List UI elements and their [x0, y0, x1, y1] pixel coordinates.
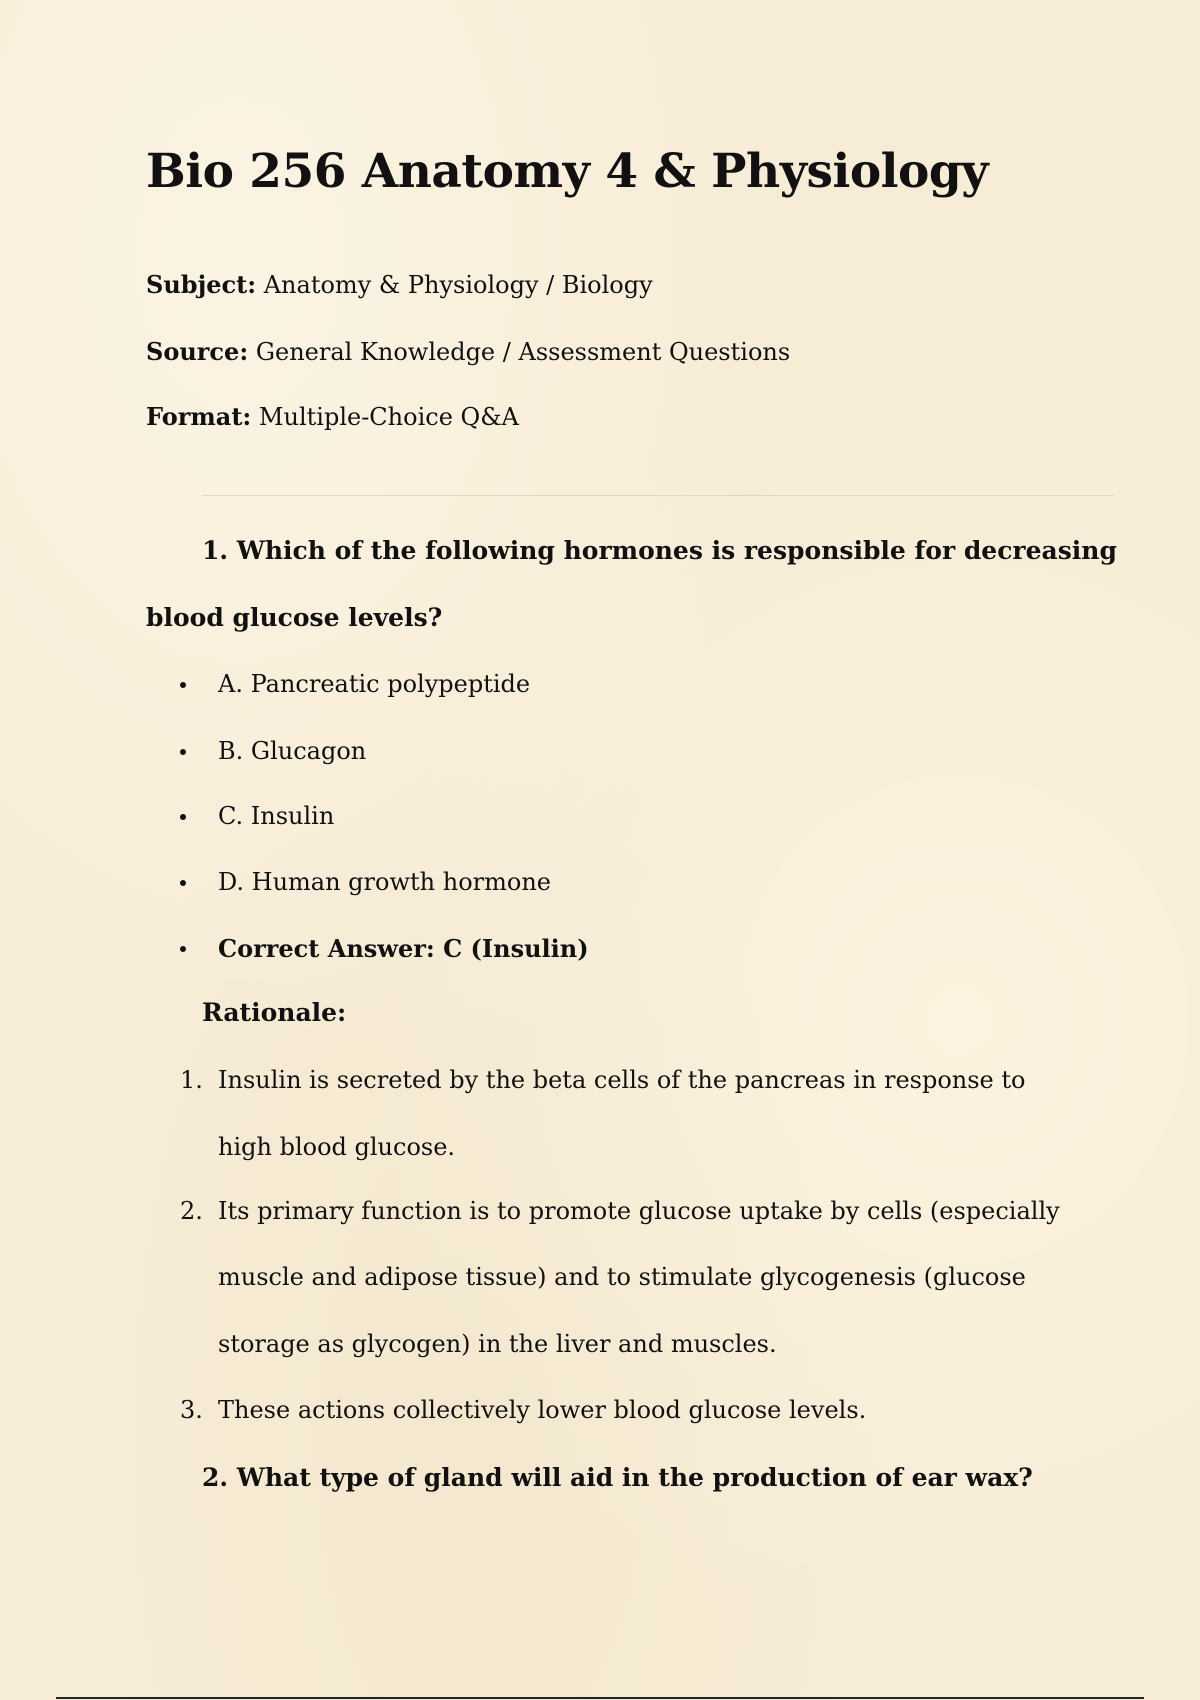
list-number: 3. [180, 1396, 203, 1424]
question-1-line-1: 1. Which of the following hormones is responsible for decreasing [202, 536, 1117, 565]
question-2-line-1: 2. What type of gland will aid in the production of ear wax? [202, 1463, 1033, 1492]
rationale-line: Insulin is secreted by the beta cells of the pancreas in response to [218, 1066, 1026, 1094]
bullet-icon [180, 946, 186, 952]
format-label: Format: [146, 402, 252, 431]
source-value: General Knowledge / Assessment Questions [255, 338, 791, 366]
page-bottom-rule [56, 1697, 1144, 1699]
source-label: Source: [146, 337, 249, 366]
subject-line [146, 270, 653, 299]
option-label: D. Human growth hormone [218, 868, 551, 896]
list-number: 2. [180, 1197, 203, 1225]
rationale-line: These actions collectively lower blood glucose levels. [218, 1396, 867, 1424]
format-value: Multiple-Choice Q&A [258, 403, 519, 431]
list-number: 1. [180, 1066, 203, 1094]
subject-label: Subject: [146, 270, 257, 299]
source-line [146, 337, 790, 366]
question-1-line-2: blood glucose levels? [146, 603, 443, 632]
rationale-line: high blood glucose. [218, 1133, 456, 1161]
format-line [146, 402, 519, 431]
bullet-icon [180, 880, 186, 886]
rationale-line: storage as glycogen) in the liver and muscles. [218, 1330, 777, 1358]
bullet-icon [180, 749, 186, 755]
section-divider [202, 495, 1114, 496]
rationale-heading: Rationale: [202, 998, 347, 1027]
rationale-line: Its primary function is to promote glucose uptake by cells (especially [218, 1197, 1060, 1225]
option-label: B. Glucagon [218, 737, 367, 765]
bullet-icon [180, 682, 186, 688]
subject-value: Anatomy & Physiology / Biology [263, 271, 653, 299]
rationale-line: muscle and adipose tissue) and to stimulate glycogenesis (glucose [218, 1263, 1026, 1291]
page-title: Bio 256 Anatomy 4 & Physiology [146, 144, 989, 199]
option-label: C. Insulin [218, 802, 335, 830]
bullet-icon [180, 814, 186, 820]
option-label: A. Pancreatic polypeptide [218, 670, 531, 698]
correct-answer: Correct Answer: C (Insulin) [218, 934, 589, 963]
